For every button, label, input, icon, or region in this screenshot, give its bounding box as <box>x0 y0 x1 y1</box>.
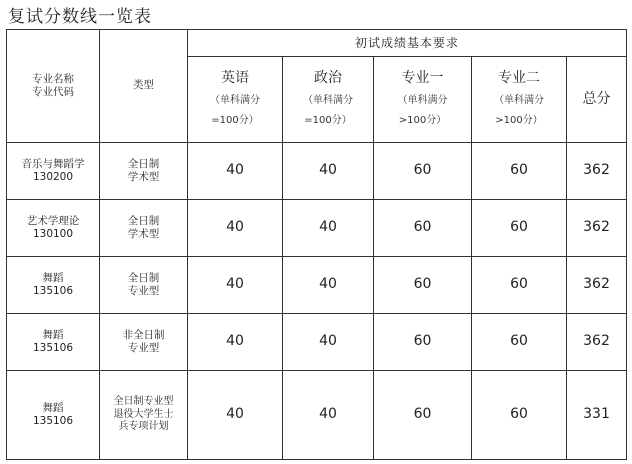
score-total: 362 <box>567 200 627 257</box>
type-line: 学术型 <box>127 171 160 183</box>
score-major1: 60 <box>374 143 472 200</box>
type-line: 全日制专业型 <box>113 396 174 408</box>
type-cell <box>100 143 188 200</box>
score-english: 40 <box>188 314 283 371</box>
subject-header-politics <box>283 57 374 143</box>
major-header-cell <box>7 30 100 143</box>
subject-note: =100分） <box>304 114 352 126</box>
score-major1: 60 <box>374 257 472 314</box>
type-line: 非全日制 <box>122 328 165 341</box>
score-major1: 60 <box>374 314 472 371</box>
type-line: 学术型 <box>127 228 160 240</box>
type-line: 兵专项计划 <box>118 421 169 433</box>
major-code-header: 专业代码 <box>32 86 74 98</box>
subject-name: 英语 <box>221 70 249 87</box>
type-line: 专业型 <box>127 285 160 297</box>
subject-note: （单科满分 <box>397 94 448 106</box>
major-code: 135106 <box>32 342 74 354</box>
major-code: 135106 <box>32 285 74 297</box>
score-total: 331 <box>567 371 627 460</box>
score-total: 362 <box>567 257 627 314</box>
score-total: 362 <box>567 314 627 371</box>
major-name: 舞蹈 <box>42 328 64 341</box>
page-title: 复试分数线一览表 <box>8 7 152 27</box>
score-major2: 60 <box>472 143 567 200</box>
type-cell <box>100 314 188 371</box>
type-line: 全日制 <box>127 214 160 227</box>
score-politics: 40 <box>283 200 374 257</box>
major-name: 音乐与舞蹈学 <box>21 157 85 170</box>
subject-name: 专业二 <box>498 70 540 87</box>
type-line: 全日制 <box>127 157 160 170</box>
major-cell <box>7 314 100 371</box>
subject-header-major2 <box>472 57 567 143</box>
total-header: 总分 <box>567 57 627 143</box>
table-row <box>7 371 627 460</box>
major-cell <box>7 200 100 257</box>
type-cell <box>100 371 188 460</box>
score-english: 40 <box>188 200 283 257</box>
score-english: 40 <box>188 143 283 200</box>
score-major2: 60 <box>472 257 567 314</box>
major-name: 舞蹈 <box>42 401 64 414</box>
score-table <box>6 29 627 460</box>
score-english: 40 <box>188 371 283 460</box>
table-row <box>7 314 627 371</box>
subject-note: （单科满分 <box>210 94 260 106</box>
subject-note: （单科满分 <box>494 94 544 106</box>
major-code: 135106 <box>32 415 74 427</box>
score-english: 40 <box>188 257 283 314</box>
subject-name: 政治 <box>314 70 342 87</box>
score-major2: 60 <box>472 200 567 257</box>
score-politics: 40 <box>283 371 374 460</box>
score-major1: 60 <box>374 371 472 460</box>
type-header: 类型 <box>100 30 188 143</box>
score-major2: 60 <box>472 314 567 371</box>
major-code: 130200 <box>32 171 74 183</box>
major-name-header: 专业名称 <box>32 72 74 85</box>
table-row <box>7 257 627 314</box>
requirements-group-header: 初试成绩基本要求 <box>188 30 627 57</box>
header-row-top <box>7 30 627 57</box>
major-code: 130100 <box>32 228 74 240</box>
major-cell <box>7 257 100 314</box>
major-name: 舞蹈 <box>42 271 64 284</box>
major-cell <box>7 371 100 460</box>
table-row <box>7 143 627 200</box>
score-major1: 60 <box>374 200 472 257</box>
score-politics: 40 <box>283 143 374 200</box>
type-cell <box>100 257 188 314</box>
score-politics: 40 <box>283 257 374 314</box>
score-major2: 60 <box>472 371 567 460</box>
major-name: 艺术学理论 <box>26 214 80 227</box>
subject-name: 专业一 <box>401 70 444 87</box>
type-line: 退役大学生士 <box>113 408 174 420</box>
subject-note: （单科满分 <box>303 94 353 106</box>
subject-header-major1 <box>374 57 472 143</box>
subject-note: =100分） <box>211 114 259 126</box>
subject-header-english <box>188 57 283 143</box>
type-line: 专业型 <box>127 342 160 354</box>
major-cell <box>7 143 100 200</box>
type-line: 全日制 <box>127 271 160 284</box>
subject-note: >100分） <box>495 114 543 126</box>
score-total: 362 <box>567 143 627 200</box>
score-politics: 40 <box>283 314 374 371</box>
table-row <box>7 200 627 257</box>
subject-note: >100分） <box>398 114 447 126</box>
type-cell <box>100 200 188 257</box>
